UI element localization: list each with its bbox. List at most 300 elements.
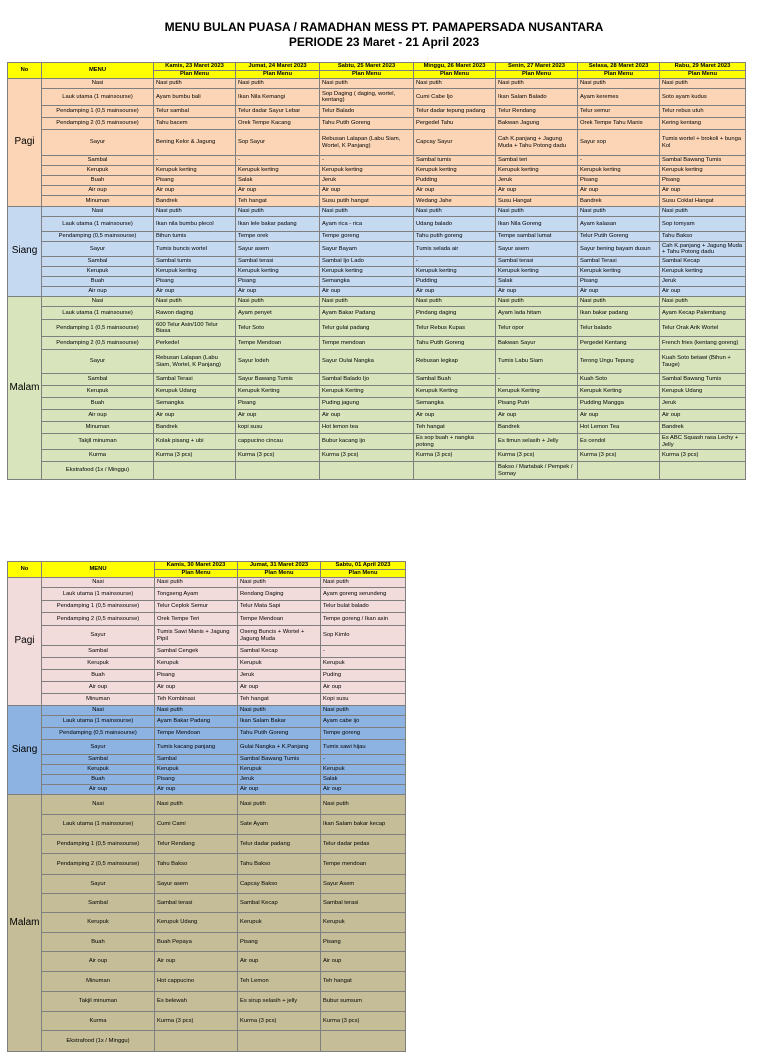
row-label-pendamping-2-0-5-mainsourse: Pendamping 2 (0,5 mainsourse) bbox=[42, 854, 155, 875]
menu-cell: Nasi putih bbox=[154, 79, 236, 89]
menu-cell: Kerupuk kerting bbox=[496, 166, 578, 176]
menu-cell: Tempe sambal lumat bbox=[496, 232, 578, 242]
menu-cell: Kerupuk Udang bbox=[154, 386, 236, 398]
table-row bbox=[8, 277, 746, 287]
menu-cell: Pudding bbox=[414, 277, 496, 287]
menu-cell: Kerupuk Kerting bbox=[320, 386, 414, 398]
menu-cell: Telur Orak Arik Wortel bbox=[660, 320, 746, 337]
menu-cell: Teh hangat bbox=[238, 694, 321, 706]
table-row bbox=[8, 350, 746, 374]
row-label-minuman: Minuman bbox=[42, 422, 154, 434]
row-label-sambal: Sambal bbox=[42, 755, 155, 765]
menu-cell: Nasi putih bbox=[496, 297, 578, 307]
header-day: Kamis, 30 Maret 2023 bbox=[155, 562, 238, 570]
menu-cell: Air oup bbox=[578, 410, 660, 422]
menu-cell bbox=[321, 1031, 406, 1052]
menu-cell: Pisang bbox=[578, 277, 660, 287]
menu-cell: Sambal terasi bbox=[496, 257, 578, 267]
menu-cell: Kerupuk kerting bbox=[236, 267, 320, 277]
menu-cell: Sop Sayur bbox=[236, 130, 320, 156]
menu-cell: 600 Telur Asin/100 Telur Biasa bbox=[154, 320, 236, 337]
menu-cell: Kerupuk Udang bbox=[155, 913, 238, 933]
row-label-pendamping-1-0-5-mainsourse: Pendamping 1 (0,5 mainsourse) bbox=[42, 106, 154, 118]
menu-cell: Tumis kacang panjang bbox=[155, 740, 238, 755]
menu-cell: Jeruk bbox=[238, 775, 321, 785]
menu-cell: cappucino cincau bbox=[236, 434, 320, 450]
table-row bbox=[8, 1031, 406, 1052]
menu-cell bbox=[236, 462, 320, 480]
menu-cell: Telur balado bbox=[578, 320, 660, 337]
menu-cell: Ayam rica - rica bbox=[320, 217, 414, 232]
menu-cell: Kuah Soto betawi (Bihun + Tauge) bbox=[660, 350, 746, 374]
table-row bbox=[8, 952, 406, 972]
menu-cell: Es belewah bbox=[155, 992, 238, 1012]
menu-cell: Puding bbox=[321, 670, 406, 682]
menu-cell: Teh Kombinasi bbox=[155, 694, 238, 706]
menu-cell: Kerupuk Kerting bbox=[414, 386, 496, 398]
table-row bbox=[8, 297, 746, 307]
menu-cell: Tempe mendoan bbox=[320, 337, 414, 350]
menu-cell: Air oup bbox=[320, 410, 414, 422]
header-menu: MENU bbox=[42, 63, 154, 79]
menu-cell bbox=[578, 462, 660, 480]
menu-cell: Telur sambal bbox=[154, 106, 236, 118]
menu-cell: French fries (kentang goreng) bbox=[660, 337, 746, 350]
title-line-1: MENU BULAN PUASA / RAMADHAN MESS PT. PAMAPERSADA NUSANTARA bbox=[164, 20, 604, 34]
table-row bbox=[8, 130, 746, 156]
table-row bbox=[8, 257, 746, 267]
menu-cell: Air oup bbox=[414, 410, 496, 422]
menu-cell: Air oup bbox=[660, 186, 746, 196]
menu-cell: Ikan Nila Goreng bbox=[496, 217, 578, 232]
menu-cell: Nasi putih bbox=[660, 297, 746, 307]
menu-cell: Ayam penyet bbox=[236, 307, 320, 320]
menu-cell: Sambal tumis bbox=[154, 257, 236, 267]
menu-cell: Kurma (3 pcs) bbox=[578, 450, 660, 462]
menu-cell: - bbox=[320, 156, 414, 166]
table-row bbox=[8, 765, 406, 775]
menu-cell: Sambal Cengek bbox=[155, 646, 238, 658]
menu-cell: Wedang Jahe bbox=[414, 196, 496, 207]
table-row bbox=[8, 835, 406, 854]
row-label-nasi: Nasi bbox=[42, 207, 154, 217]
menu-cell: Pisang bbox=[154, 176, 236, 186]
menu-cell: Jeruk bbox=[660, 277, 746, 287]
menu-cell: Kerupuk bbox=[238, 658, 321, 670]
menu-cell: Es cendol bbox=[578, 434, 660, 450]
menu-cell: Telur Soto bbox=[236, 320, 320, 337]
menu-cell: Pisang bbox=[236, 277, 320, 287]
menu-cell: - bbox=[236, 156, 320, 166]
menu-cell: Air oup bbox=[320, 186, 414, 196]
menu-cell: Bakwan Jagung bbox=[496, 118, 578, 130]
menu-cell: Teh hangat bbox=[321, 972, 406, 992]
row-label-sayur: Sayur bbox=[42, 626, 155, 646]
menu-cell: Susu Coklat Hangat bbox=[660, 196, 746, 207]
table-row bbox=[8, 795, 406, 815]
row-label-sayur: Sayur bbox=[42, 740, 155, 755]
menu-cell: Pisang Putri bbox=[496, 398, 578, 410]
menu-cell: Air oup bbox=[155, 952, 238, 972]
menu-cell: Kerupuk kerting bbox=[320, 267, 414, 277]
row-label-lauk-utama-1-mainsourse: Lauk utama (1 mainsourse) bbox=[42, 716, 155, 728]
menu-cell: Sambal tumis bbox=[414, 156, 496, 166]
menu-cell: Semangka bbox=[414, 398, 496, 410]
table-row bbox=[8, 118, 746, 130]
menu-cell: Pisang bbox=[321, 933, 406, 952]
header-day: Kamis, 23 Maret 2023 bbox=[154, 63, 236, 71]
table-row bbox=[8, 815, 406, 835]
menu-cell: Nasi putih bbox=[320, 297, 414, 307]
table-row bbox=[8, 740, 406, 755]
row-label-kerupuk: Kerupuk bbox=[42, 658, 155, 670]
menu-cell: Ikan lele bakar padang bbox=[236, 217, 320, 232]
menu-cell bbox=[660, 462, 746, 480]
menu-cell: Bakso / Martabak / Pempek / Somay bbox=[496, 462, 578, 480]
menu-cell: Air oup bbox=[321, 682, 406, 694]
menu-cell: Gulai Nangka + K.Panjang bbox=[238, 740, 321, 755]
menu-cell bbox=[154, 462, 236, 480]
menu-cell: Rebusan legkap bbox=[414, 350, 496, 374]
menu-cell: Ayam goreng serundeng bbox=[321, 588, 406, 601]
menu-cell: Bandrek bbox=[578, 196, 660, 207]
menu-cell: Tumis wortel + brokoli + bunga Kol bbox=[660, 130, 746, 156]
menu-cell: Kurma (3 pcs) bbox=[320, 450, 414, 462]
table-row bbox=[8, 972, 406, 992]
table-row bbox=[8, 716, 406, 728]
menu-cell: Sayur Oulai Nangka bbox=[320, 350, 414, 374]
menu-cell: Terong Ungu Tepung bbox=[578, 350, 660, 374]
menu-cell: Kurma (3 pcs) bbox=[238, 1012, 321, 1031]
menu-cell: Ayam Bakar Padang bbox=[320, 307, 414, 320]
menu-cell: Nasi putih bbox=[154, 207, 236, 217]
menu-cell: Kerupuk bbox=[321, 913, 406, 933]
menu-cell: Ayam lada hitam bbox=[496, 307, 578, 320]
menu-cell: Salak bbox=[321, 775, 406, 785]
menu-cell: Kuah Soto bbox=[578, 374, 660, 386]
menu-cell: Nasi putih bbox=[321, 578, 406, 588]
menu-cell bbox=[320, 462, 414, 480]
menu-cell: Nasi putih bbox=[238, 578, 321, 588]
menu-cell: Udang balado bbox=[414, 217, 496, 232]
menu-cell: Sayur asem bbox=[496, 242, 578, 257]
menu-cell: Kurma (3 pcs) bbox=[414, 450, 496, 462]
menu-cell: Nasi putih bbox=[154, 297, 236, 307]
header-day: Rabu, 29 Maret 2023 bbox=[660, 63, 746, 71]
menu-cell: Sayur bening bayam dusun bbox=[578, 242, 660, 257]
menu-cell: Pudding Mangga bbox=[578, 398, 660, 410]
menu-cell: Capcay Bakso bbox=[238, 875, 321, 894]
header-menu: MENU bbox=[42, 562, 155, 578]
menu-cell: Air oup bbox=[578, 287, 660, 297]
row-label-lauk-utama-1-mainsourse: Lauk utama (1 mainsourse) bbox=[42, 89, 154, 106]
table-row bbox=[8, 706, 406, 716]
row-label-sambal: Sambal bbox=[42, 894, 155, 913]
menu-cell: Ayam Kecap Palembang bbox=[660, 307, 746, 320]
menu-cell: Air oup bbox=[321, 785, 406, 795]
header-no: No bbox=[8, 562, 42, 578]
header-plan-menu: Plan Menu bbox=[660, 71, 746, 79]
menu-cell: Air oup bbox=[236, 410, 320, 422]
row-label-buah: Buah bbox=[42, 398, 154, 410]
menu-cell: Sambal Ijo Lado bbox=[320, 257, 414, 267]
menu-cell: Nasi putih bbox=[578, 79, 660, 89]
menu-cell: Rebusan Lalapan (Labu Siam, Wortel, K Panjang) bbox=[154, 350, 236, 374]
table-row bbox=[8, 217, 746, 232]
row-label-kerupuk: Kerupuk bbox=[42, 267, 154, 277]
menu-cell: Es sop buah + nangka potong bbox=[414, 434, 496, 450]
row-label-sambal: Sambal bbox=[42, 257, 154, 267]
row-label-ekstrafood-1x-minggu: Ekstrafood (1x / Minggu) bbox=[42, 1031, 155, 1052]
row-label-pendamping-2-0-5-mainsourse: Pendamping 2 (0,5 mainsourse) bbox=[42, 613, 155, 626]
menu-cell: Teh hangat bbox=[414, 422, 496, 434]
table-row bbox=[8, 1012, 406, 1031]
row-label-sambal: Sambal bbox=[42, 374, 154, 386]
menu-cell: Pisang bbox=[578, 176, 660, 186]
menu-cell: Air oup bbox=[236, 186, 320, 196]
menu-cell: Telur bulat balado bbox=[321, 601, 406, 613]
row-label-minuman: Minuman bbox=[42, 694, 155, 706]
section-pagi: Pagi bbox=[8, 578, 42, 706]
menu-cell: Tahu putih goreng bbox=[414, 232, 496, 242]
menu-cell: Ayam keremes bbox=[578, 89, 660, 106]
menu-cell: Susu Hangat bbox=[496, 196, 578, 207]
table-row bbox=[8, 894, 406, 913]
menu-cell: Kerupuk kerting bbox=[414, 267, 496, 277]
table-row bbox=[8, 410, 746, 422]
menu-cell: Nasi putih bbox=[496, 79, 578, 89]
menu-cell: Pisang bbox=[238, 933, 321, 952]
table-row bbox=[8, 992, 406, 1012]
menu-cell: Teh Lemon bbox=[238, 972, 321, 992]
table-row bbox=[8, 613, 406, 626]
row-label-kurma: Kurma bbox=[42, 450, 154, 462]
menu-cell: Kerupuk kerting bbox=[236, 166, 320, 176]
menu-cell: Air oup bbox=[154, 410, 236, 422]
row-label-air-oup: Air oup bbox=[42, 186, 154, 196]
menu-cell: Es sirup selasih + jelly bbox=[238, 992, 321, 1012]
menu-cell: Pisang bbox=[155, 775, 238, 785]
table-row bbox=[8, 728, 406, 740]
menu-cell: Nasi putih bbox=[414, 79, 496, 89]
menu-cell: Kerupuk Kerting bbox=[578, 386, 660, 398]
menu-cell: Ayam Bakar Padang bbox=[155, 716, 238, 728]
menu-cell: Sate Ayam bbox=[238, 815, 321, 835]
row-label-lauk-utama-1-mainsourse: Lauk utama (1 mainsourse) bbox=[42, 217, 154, 232]
menu-cell: Kopi susu bbox=[321, 694, 406, 706]
row-label-minuman: Minuman bbox=[42, 972, 155, 992]
row-label-nasi: Nasi bbox=[42, 297, 154, 307]
menu-cell: Telur Rebus Kupas bbox=[414, 320, 496, 337]
header-day: Minggu, 26 Maret 2023 bbox=[414, 63, 496, 71]
menu-cell: Jeruk bbox=[496, 176, 578, 186]
row-label-buah: Buah bbox=[42, 933, 155, 952]
menu-cell: Sayur asem bbox=[236, 242, 320, 257]
row-label-air-oup: Air oup bbox=[42, 952, 155, 972]
table-row bbox=[8, 658, 406, 670]
menu-cell: Air oup bbox=[320, 287, 414, 297]
menu-cell: Pisang bbox=[236, 398, 320, 410]
menu-cell: Kerupuk kerting bbox=[320, 166, 414, 176]
table-row bbox=[8, 775, 406, 785]
table-row bbox=[8, 106, 746, 118]
row-label-sambal: Sambal bbox=[42, 156, 154, 166]
menu-cell: Air oup bbox=[660, 287, 746, 297]
menu-cell: Tempe goreng bbox=[321, 728, 406, 740]
table-row bbox=[8, 785, 406, 795]
table-row bbox=[8, 626, 406, 646]
table-row bbox=[8, 287, 746, 297]
menu-cell: Kerupuk kerting bbox=[496, 267, 578, 277]
menu-cell: Sambal terasi bbox=[321, 894, 406, 913]
menu-cell: Kerupuk kerting bbox=[154, 166, 236, 176]
table-row bbox=[8, 166, 746, 176]
menu-cell: Hot lemon tea bbox=[320, 422, 414, 434]
menu-cell: Orek Tempe Kacang bbox=[236, 118, 320, 130]
menu-cell: Telur Balado bbox=[320, 106, 414, 118]
menu-cell: Sop tomyam bbox=[660, 217, 746, 232]
menu-cell: Air oup bbox=[154, 287, 236, 297]
table-row bbox=[8, 913, 406, 933]
menu-cell: Kurma (3 pcs) bbox=[321, 1012, 406, 1031]
menu-cell: - bbox=[578, 156, 660, 166]
table-row bbox=[8, 601, 406, 613]
menu-cell: Hot Lemon Tea bbox=[578, 422, 660, 434]
menu-cell bbox=[414, 462, 496, 480]
menu-cell: - bbox=[154, 156, 236, 166]
row-label-buah: Buah bbox=[42, 775, 155, 785]
menu-cell: Bandrek bbox=[660, 422, 746, 434]
menu-cell: Ikan nila bumbu plecol bbox=[154, 217, 236, 232]
menu-cell: Telur dadar tepung padang bbox=[414, 106, 496, 118]
menu-cell: Orek Tempe Tahu Manis bbox=[578, 118, 660, 130]
menu-cell: Perkedel bbox=[154, 337, 236, 350]
table-row bbox=[8, 207, 746, 217]
menu-cell: Tempe goreng bbox=[320, 232, 414, 242]
menu-cell: Nasi putih bbox=[236, 207, 320, 217]
menu-cell: Air oup bbox=[155, 785, 238, 795]
menu-cell: Nasi putih bbox=[236, 297, 320, 307]
menu-cell: Air oup bbox=[238, 785, 321, 795]
menu-cell: Pisang bbox=[154, 277, 236, 287]
table-row bbox=[8, 89, 746, 106]
header-day: Sabtu, 25 Maret 2023 bbox=[320, 63, 414, 71]
menu-cell: Tumis Labu Siam bbox=[496, 350, 578, 374]
row-label-lauk-utama-1-mainsourse: Lauk utama (1 mainsourse) bbox=[42, 815, 155, 835]
table-row bbox=[8, 79, 746, 89]
row-label-air-oup: Air oup bbox=[42, 410, 154, 422]
table-row bbox=[8, 320, 746, 337]
menu-cell: Nasi putih bbox=[155, 706, 238, 716]
section-malam: Malam bbox=[8, 795, 42, 1052]
menu-cell: Air oup bbox=[660, 410, 746, 422]
menu-cell: Ayam cabe ijo bbox=[321, 716, 406, 728]
menu-cell: Nasi putih bbox=[414, 207, 496, 217]
row-label-nasi: Nasi bbox=[42, 79, 154, 89]
menu-cell: Bakwan Sayur bbox=[496, 337, 578, 350]
header-plan-menu: Plan Menu bbox=[578, 71, 660, 79]
menu-cell: Salak bbox=[496, 277, 578, 287]
header-day: Senin, 27 Maret 2023 bbox=[496, 63, 578, 71]
menu-cell: Air oup bbox=[321, 952, 406, 972]
row-label-lauk-utama-1-mainsourse: Lauk utama (1 mainsourse) bbox=[42, 307, 154, 320]
row-label-buah: Buah bbox=[42, 670, 155, 682]
table-row bbox=[8, 156, 746, 166]
menu-cell: Cah K.panjang + Jagung Muda + Tahu Potong dadu bbox=[496, 130, 578, 156]
menu-cell: Kerupuk bbox=[321, 658, 406, 670]
menu-cell: Kerupuk bbox=[321, 765, 406, 775]
row-label-takjil-minuman: Takjil minuman bbox=[42, 434, 154, 450]
header-plan-menu: Plan Menu bbox=[238, 570, 321, 578]
menu-cell: Sayur lodeh bbox=[236, 350, 320, 374]
header-plan-menu: Plan Menu bbox=[320, 71, 414, 79]
menu-cell: Rebusan Lalapan (Labu Siam, Wortel, K Panjang) bbox=[320, 130, 414, 156]
section-pagi: Pagi bbox=[8, 79, 42, 207]
menu-cell: Bubur sumsum bbox=[321, 992, 406, 1012]
menu-cell: Telur gulai padang bbox=[320, 320, 414, 337]
menu-cell: Sambal terasi bbox=[155, 894, 238, 913]
row-label-pendamping-0-5-mainsourse: Pendamping (0,5 mainsourse) bbox=[42, 728, 155, 740]
menu-cell: Air oup bbox=[238, 952, 321, 972]
table-row bbox=[8, 196, 746, 207]
table-row bbox=[8, 875, 406, 894]
menu-cell: Tumis selada air bbox=[414, 242, 496, 257]
row-label-sayur: Sayur bbox=[42, 875, 155, 894]
table-row bbox=[8, 578, 406, 588]
header-plan-menu: Plan Menu bbox=[321, 570, 406, 578]
menu-cell: Tempe orek bbox=[236, 232, 320, 242]
row-label-sambal: Sambal bbox=[42, 646, 155, 658]
menu-cell: Sambal Kecap bbox=[238, 646, 321, 658]
row-label-pendamping-2-0-5-mainsourse: Pendamping 2 (0,5 mainsourse) bbox=[42, 337, 154, 350]
menu-cell: Sayur Bayam bbox=[320, 242, 414, 257]
menu-cell: Tempe mendoan bbox=[321, 854, 406, 875]
header-plan-menu: Plan Menu bbox=[236, 71, 320, 79]
menu-cell: kopi susu bbox=[236, 422, 320, 434]
row-label-kurma: Kurma bbox=[42, 1012, 155, 1031]
menu-cell: Pindang daging bbox=[414, 307, 496, 320]
row-label-kerupuk: Kerupuk bbox=[42, 386, 154, 398]
menu-cell: Bandrek bbox=[154, 196, 236, 207]
menu-cell: Kurma (3 pcs) bbox=[496, 450, 578, 462]
menu-cell: Kering kentang bbox=[660, 118, 746, 130]
menu-cell: Jeruk bbox=[238, 670, 321, 682]
row-label-ekstrafood-1x-minggu: Ekstrafood (1x / Minggu) bbox=[42, 462, 154, 480]
menu-cell: Tongseng Ayam bbox=[155, 588, 238, 601]
row-label-takjil-minuman: Takjil minuman bbox=[42, 992, 155, 1012]
menu-cell: Ikan bakar padang bbox=[578, 307, 660, 320]
menu-cell: Pisang bbox=[660, 176, 746, 186]
row-label-nasi: Nasi bbox=[42, 578, 155, 588]
row-label-kerupuk: Kerupuk bbox=[42, 765, 155, 775]
menu-cell: Capcay Sayur bbox=[414, 130, 496, 156]
title-line-2: PERIODE 23 Maret - 21 April 2023 bbox=[288, 35, 480, 49]
menu-cell: Tahu Bakso bbox=[238, 854, 321, 875]
row-label-pendamping-1-0-5-mainsourse: Pendamping 1 (0,5 mainsourse) bbox=[42, 835, 155, 854]
menu-cell: Sayur Bawang Tumis bbox=[236, 374, 320, 386]
menu-cell: Buah Pepaya bbox=[155, 933, 238, 952]
menu-cell: Nasi putih bbox=[238, 706, 321, 716]
table-row bbox=[8, 450, 746, 462]
menu-cell: Nasi putih bbox=[320, 207, 414, 217]
table-row bbox=[8, 337, 746, 350]
menu-cell: Rendang Daging bbox=[238, 588, 321, 601]
menu-cell: Nasi putih bbox=[578, 297, 660, 307]
menu-cell: Telur Rendang bbox=[155, 835, 238, 854]
menu-cell: Tahu Putih Goreng bbox=[414, 337, 496, 350]
menu-cell: Kerupuk kerting bbox=[414, 166, 496, 176]
menu-cell: Cumi Cabe Ijo bbox=[414, 89, 496, 106]
